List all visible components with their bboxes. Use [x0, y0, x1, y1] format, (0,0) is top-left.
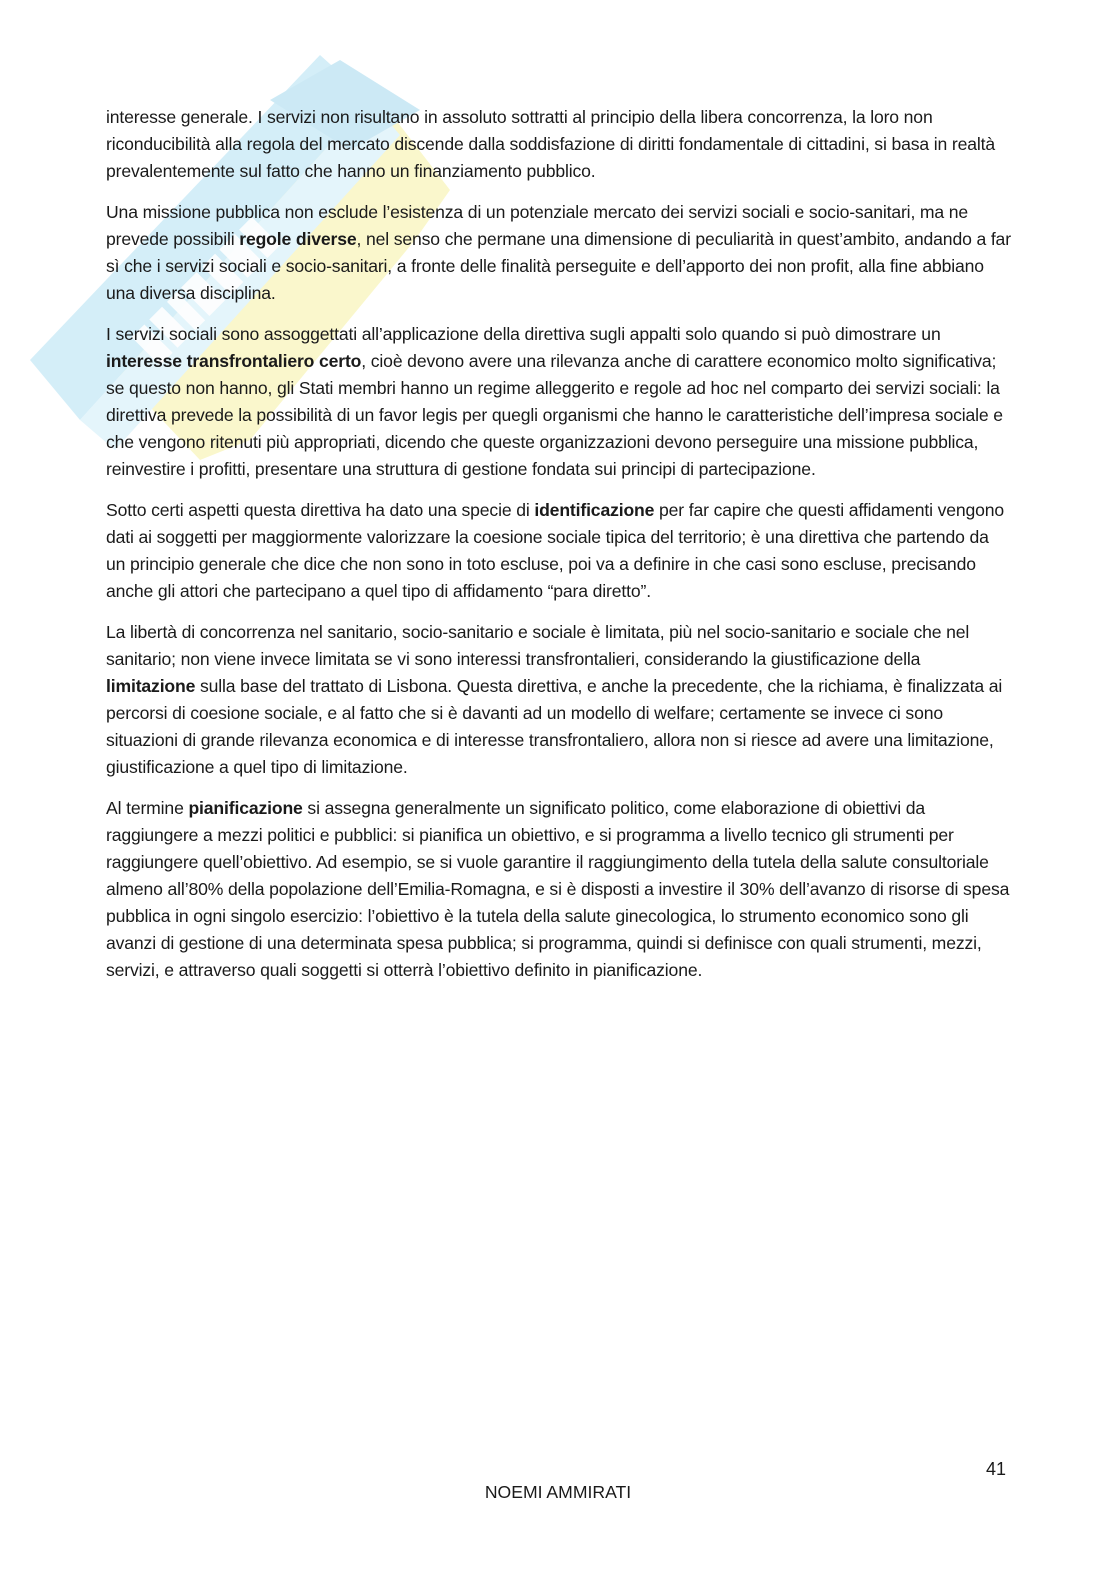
text-run: per far capire che questi affidamenti vengono dati ai soggetti per maggiormente valorizzare la coesione sociale tipica del territorio; è una direttiva che partendo da un principio generale che dice che non sono in toto escluse, poi va a definire in che casi sono escluse, precisando anche gli attori che partecipano a quel tipo di affidamento “para diretto”. — [106, 500, 1005, 601]
footer-author: NOEMI AMMIRATI — [484, 1482, 632, 1502]
text-run: , cioè devono avere una rilevanza anche di carattere economico molto significativa; se questo non hanno, gli Stati membri hanno un regime alleggerito e regole ad hoc nel comparto dei servizi sociali: la direttiva prevede la possibilità di un favor legis per quegli organismi che hanno le caratteristiche dell’impresa sociale e che vengono ritenuti più appropriati, dicendo che queste organizzazioni devono perseguire una missione pubblica, reinvestire i profitti, presentare una struttura di gestione fondata sui principi di partecipazione. — [106, 351, 1003, 479]
page-number: 41 — [985, 1459, 1006, 1479]
text-run: interesse generale. I servizi non risultano in assoluto sottratti al principio della libera concorrenza, la loro non riconducibilità alla regola del mercato discende dalla soddisfazione di diritti fondamentale di cittadini, si basa in realtà prevalentemente sul fatto che hanno un finanziamento pubblico. — [106, 107, 995, 181]
bold-term: regole diverse — [239, 229, 357, 249]
text-run: La libertà di concorrenza nel sanitario, socio-sanitario e sociale è limitata, più nel socio-sanitario e sociale che nel sanitario; non viene invece limitata se vi sono interessi transfrontalieri, considerando la giustificazione della — [106, 622, 970, 669]
paragraph — [106, 795, 1012, 984]
text-run: Al termine — [106, 798, 189, 818]
paragraph — [106, 321, 1012, 483]
text-run: , nel senso che permane una dimensione di peculiarità in quest’ambito, andando a far sì che i servizi sociali e socio-sanitari, a fronte delle finalità perseguite e dell’apporto dei non profit, alla fine abbiano una diversa disciplina. — [106, 229, 1011, 303]
bold-term: interesse transfrontaliero certo — [106, 351, 362, 371]
bold-term: identificazione — [534, 500, 655, 520]
text-run: sulla base del trattato di Lisbona. Questa direttiva, e anche la precedente, che la richiama, è finalizzata ai percorsi di coesione sociale, e al fatto che si è davanti ad un modello di welfare; certamente se invece ci sono situazioni di grande rilevanza economica e di interesse transfrontaliero, allora non si riesce ad avere una limitazione, giustificazione a quel tipo di limitazione. — [106, 676, 1003, 777]
text-run: Sotto certi aspetti questa direttiva ha dato una specie di — [106, 500, 535, 520]
text-run: I servizi sociali sono assoggettati all’applicazione della direttiva sugli appalti solo quando si può dimostrare un — [106, 324, 941, 344]
bold-term: limitazione — [106, 676, 196, 696]
paragraph — [106, 619, 1012, 781]
text-run: si assegna generalmente un significato politico, come elaborazione di obiettivi da raggiungere a mezzi politici e pubblici: si pianifica un obiettivo, e si programma a livello tecnico gli strumenti per raggiungere quell’obiettivo. Ad esempio, se si vuole garantire il raggiungimento della tutela della salute consultoriale almeno all’80% della popolazione dell’Emilia-Romagna, e si è disposti a investire il 30% dell’avanzo di risorse di spesa pubblica in ogni singolo esercizio: l’obiettivo è la tutela della salute ginecologica, lo strumento economico sono gli avanzi di gestione di una determinata spesa pubblica; si programma, quindi si definisce con quali strumenti, mezzi, servizi, e attraverso quali soggetti si otterrà l’obiettivo definito in pianificazione. — [106, 798, 1010, 980]
text-run: Una missione pubblica non esclude l’esistenza di un potenziale mercato dei servizi sociali e socio-sanitari, ma ne prevede possibili — [106, 202, 969, 249]
paragraph — [106, 104, 1012, 185]
paragraph — [106, 199, 1012, 307]
paragraph — [106, 497, 1012, 605]
document-body — [106, 104, 1012, 998]
bold-term: pianificazione — [188, 798, 303, 818]
